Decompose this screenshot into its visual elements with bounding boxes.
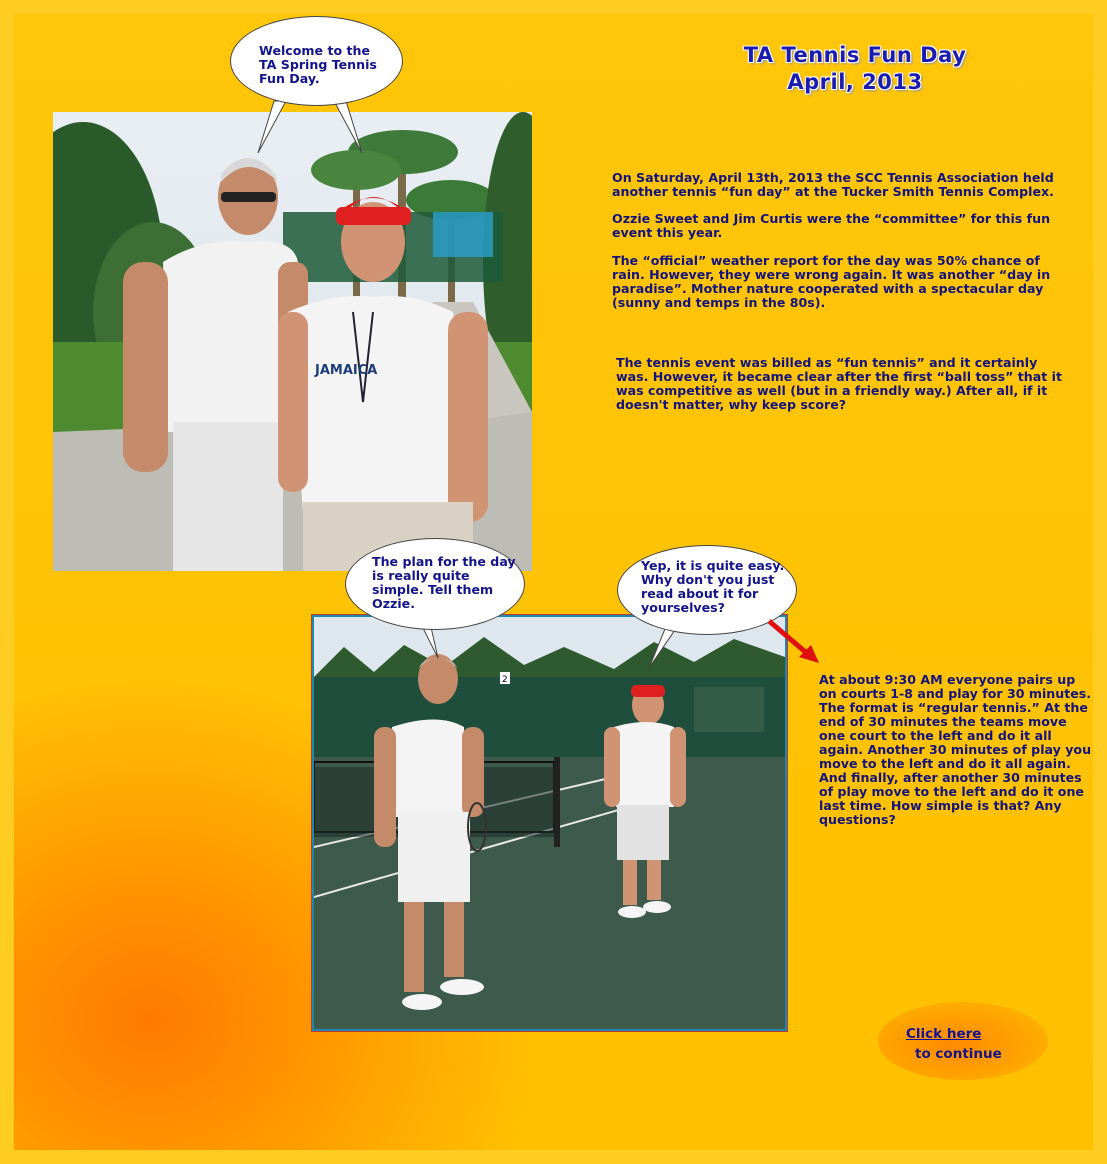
title-line-2: April, 2013 — [787, 70, 923, 94]
paragraph-committee: Ozzie Sweet and Jim Curtis were the “committee” for this fun event this year. — [612, 211, 1051, 240]
page-title — [700, 42, 1010, 96]
photo-two-men — [53, 112, 532, 571]
red-arrow-icon — [765, 617, 825, 667]
continue-button[interactable] — [878, 1002, 1048, 1080]
paragraph-weather: The “official” weather report for the day was 50% chance of rain. However, they were wrong again. It was another “day in paradise”. Mother nature cooperated with a spectacular day (sunny and temps in the 80s). — [612, 253, 1051, 310]
plan-bubble-text: The plan for the day is really quite simple. Tell them Ozzie. — [372, 554, 516, 611]
title-line-1: TA Tennis Fun Day — [743, 43, 967, 67]
yep-bubble-text: Yep, it is quite easy. Why don't you just read about it for yourselves? — [641, 558, 785, 615]
court-sign: 2 — [502, 675, 508, 685]
paragraph-fun-tennis: The tennis event was billed as “fun tennis” and it certainly was. However, it became clear after the first “ball toss” that it was competitive as well (but in a friendly way.) After all, if it doesn't matter, why keep score? — [616, 355, 1063, 412]
paragraph-format: At about 9:30 AM everyone pairs up on courts 1-8 and play for 30 minutes. The format is “regular tennis.” At the end of 30 minutes the teams move one court to the left and do it all again. Another 30 minutes of play you move to the left and do it all again. And finally, after another 30 minutes of play move to the left and do it one last time. How simple is that? Any questions? — [819, 672, 1092, 827]
shirt-logo-text: JAMAICA — [315, 363, 378, 378]
continue-label: to continue — [915, 1046, 1002, 1062]
paragraph-intro: On Saturday, April 13th, 2013 the SCC Tennis Association held another tennis “fun day” at the Tucker Smith Tennis Complex. — [612, 170, 1054, 199]
welcome-bubble-text: Welcome to the TA Spring Tennis Fun Day. — [259, 43, 377, 86]
click-here-link[interactable]: Click here — [906, 1026, 982, 1042]
photo-court-two-men — [312, 615, 787, 1031]
